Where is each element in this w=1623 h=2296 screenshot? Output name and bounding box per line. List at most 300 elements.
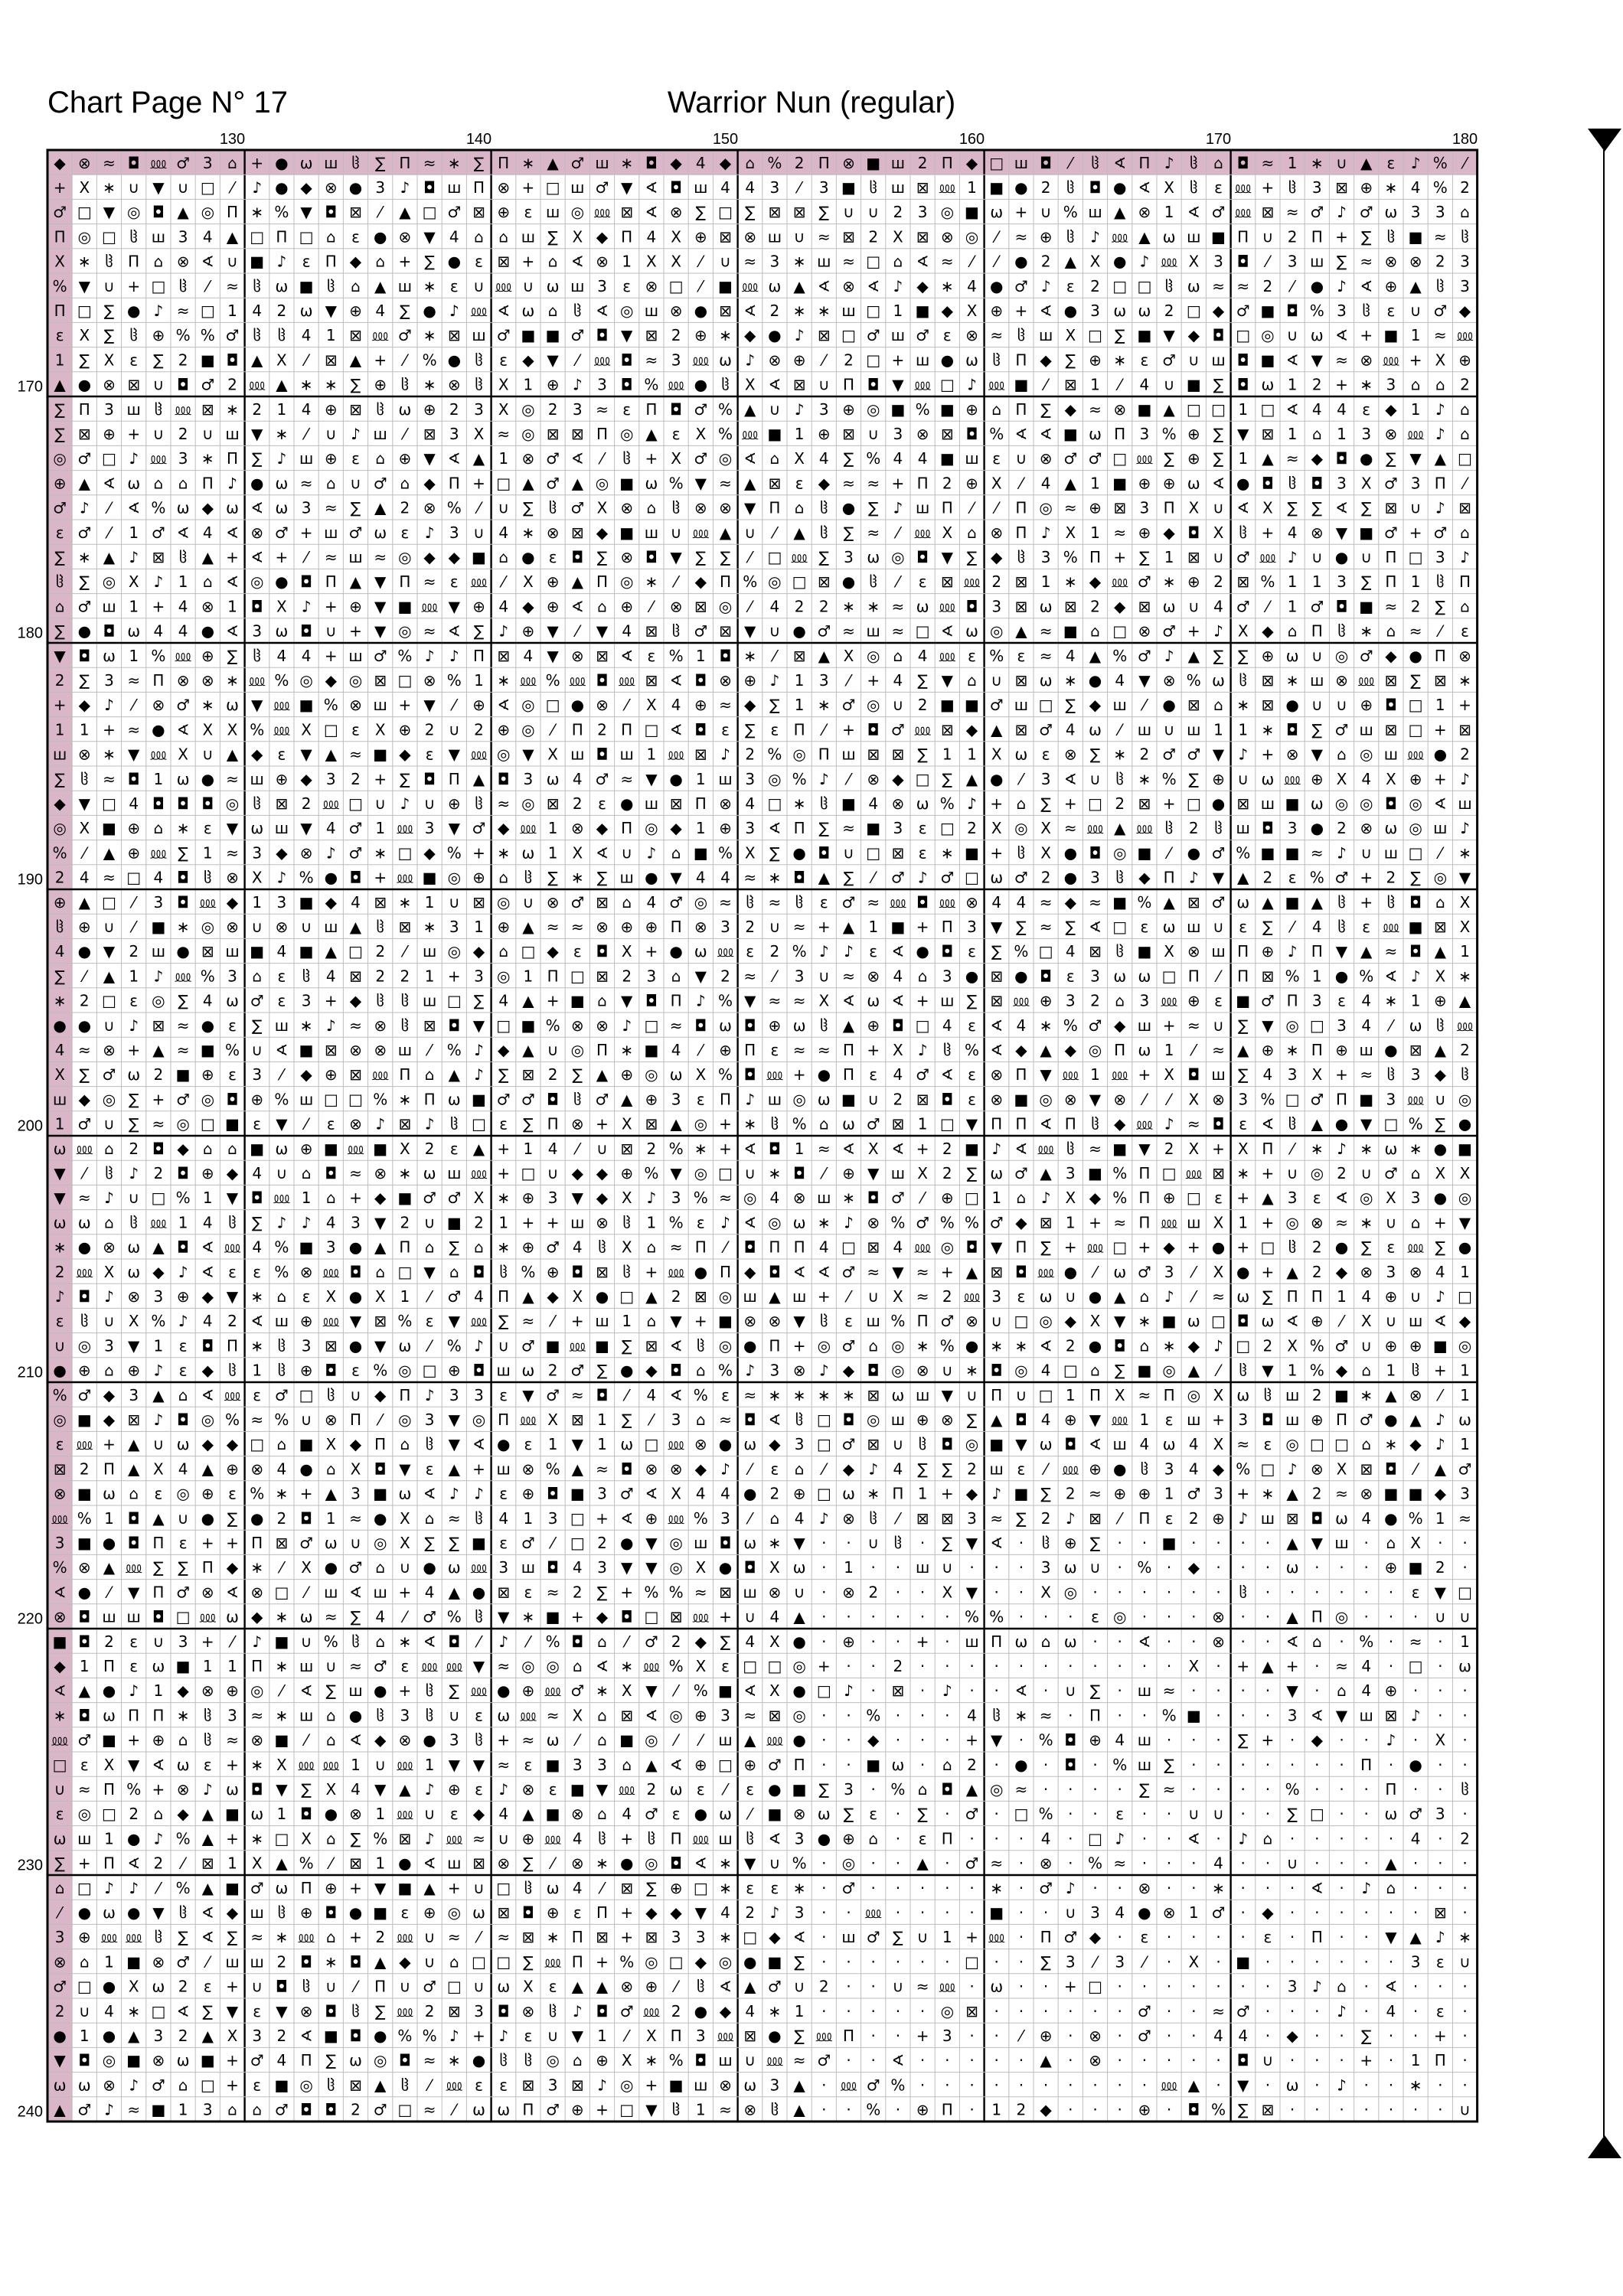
chart-symbol: 3 <box>202 153 213 172</box>
chart-symbol: Π <box>596 425 609 444</box>
chart-symbol: 3 <box>893 425 903 444</box>
chart-symbol: ∑ <box>1040 794 1051 814</box>
chart-symbol: · <box>1265 1558 1271 1577</box>
chart-symbol: ≈ <box>497 425 511 444</box>
chart-symbol: ∪ <box>374 1755 387 1774</box>
chart-symbol: ● <box>619 1361 634 1380</box>
chart-symbol: ⊠ <box>792 375 806 394</box>
chart-symbol: ⅏ <box>150 745 167 764</box>
chart-symbol: 2 <box>1311 1484 1322 1503</box>
chart-symbol: 4 <box>695 1484 706 1503</box>
chart-symbol: ♂ <box>1063 449 1078 468</box>
chart-symbol: ■ <box>1260 302 1275 321</box>
chart-symbol: % <box>717 1065 733 1084</box>
chart-symbol: ◘ <box>596 2001 609 2020</box>
chart-symbol: 4 <box>1115 1730 1125 1750</box>
chart-symbol: □ <box>348 1090 363 1109</box>
chart-symbol: 2 <box>178 351 188 370</box>
chart-symbol: ∑ <box>350 1607 361 1626</box>
chart-symbol: ◆ <box>1163 523 1175 542</box>
chart-symbol: ● <box>1409 646 1422 665</box>
chart-symbol: ▲ <box>472 1139 485 1158</box>
chart-symbol: % <box>964 1213 980 1232</box>
chart-symbol: 4 <box>1065 942 1076 961</box>
chart-symbol: · <box>1388 2100 1394 2119</box>
chart-symbol: ∑ <box>1410 868 1421 887</box>
chart-symbol: 2 <box>1090 276 1100 295</box>
chart-symbol: · <box>994 1829 999 1848</box>
chart-symbol: ჱ <box>105 1164 113 1183</box>
chart-symbol: ⊗ <box>1039 449 1053 468</box>
chart-symbol: ■ <box>1236 991 1251 1010</box>
chart-symbol: Π <box>226 449 239 468</box>
chart-symbol: ⁄ <box>1291 918 1294 937</box>
chart-symbol: Π <box>1089 1385 1102 1404</box>
chart-symbol: ♂ <box>250 991 264 1010</box>
chart-symbol: ⅏ <box>692 1829 709 1848</box>
chart-symbol: ● <box>1334 1238 1349 1257</box>
chart-symbol: Χ <box>893 227 903 246</box>
chart-symbol: ≈ <box>349 1016 362 1035</box>
chart-symbol: ∪ <box>350 1385 361 1404</box>
chart-symbol: 1 <box>178 1213 188 1232</box>
chart-symbol: ⊠ <box>1261 203 1275 222</box>
chart-symbol: · <box>1289 1928 1295 1947</box>
chart-symbol: + <box>1360 868 1373 887</box>
chart-symbol: ∑ <box>424 252 435 271</box>
chart-symbol: ■ <box>373 745 388 764</box>
chart-symbol: ∪ <box>325 621 337 641</box>
chart-symbol: ш <box>1211 942 1226 961</box>
chart-symbol: ⌂ <box>1337 1977 1347 1996</box>
chart-symbol: ♪ <box>474 1065 484 1084</box>
chart-symbol: ⊕ <box>127 843 141 863</box>
chart-symbol: 2 <box>1065 1336 1076 1355</box>
chart-symbol: ∑ <box>424 1534 435 1553</box>
chart-symbol: 3 <box>474 2001 484 2020</box>
chart-symbol: ■ <box>1408 918 1423 937</box>
chart-symbol: ♪ <box>424 646 435 665</box>
chart-symbol: ◎ <box>496 967 511 986</box>
chart-symbol: 1 <box>227 1657 237 1676</box>
chart-symbol: 4 <box>572 1238 583 1257</box>
chart-symbol: + <box>1261 1213 1275 1232</box>
chart-symbol: ■ <box>718 1681 733 1701</box>
chart-symbol: ● <box>1285 696 1299 715</box>
chart-symbol: □ <box>1186 400 1201 419</box>
chart-symbol: ⊗ <box>1384 425 1398 444</box>
chart-symbol: 4 <box>498 1805 509 1824</box>
column-label: 140 <box>465 131 492 148</box>
chart-symbol: □ <box>619 1287 635 1306</box>
chart-symbol: ● <box>1063 1262 1078 1281</box>
chart-symbol: ⊗ <box>669 597 683 616</box>
chart-symbol: ◘ <box>127 769 140 788</box>
chart-symbol: 3 <box>474 400 484 419</box>
chart-symbol: ш <box>1383 843 1399 863</box>
chart-symbol: ⊠ <box>152 548 165 567</box>
chart-symbol: ε <box>449 1139 459 1158</box>
chart-symbol: ш <box>718 769 733 788</box>
chart-symbol: ⊗ <box>349 1805 362 1824</box>
chart-symbol: Χ <box>621 1189 632 1208</box>
chart-symbol: ▲ <box>226 745 239 764</box>
chart-symbol: ◎ <box>53 819 67 838</box>
chart-symbol: ჱ <box>1436 276 1445 295</box>
chart-symbol: · <box>1141 1706 1148 1725</box>
chart-symbol: ◘ <box>916 548 929 567</box>
chart-symbol: ≈ <box>1261 153 1275 172</box>
chart-symbol: ∢ <box>1089 918 1102 937</box>
chart-symbol: % <box>717 843 733 863</box>
chart-symbol: · <box>994 1657 999 1676</box>
chart-symbol: ■ <box>1088 1164 1102 1183</box>
chart-symbol: 3 <box>1238 1090 1249 1109</box>
chart-symbol: Χ <box>1336 1459 1347 1479</box>
chart-symbol: ε <box>1411 1583 1420 1602</box>
chart-symbol: ε <box>770 1459 779 1479</box>
chart-symbol: · <box>1117 1657 1122 1676</box>
chart-symbol: · <box>1043 1977 1049 1996</box>
chart-symbol: 4 <box>1361 1657 1372 1676</box>
chart-symbol: ▲ <box>769 1287 781 1306</box>
chart-symbol: ⊠ <box>521 1065 535 1084</box>
chart-symbol: · <box>969 1878 975 1897</box>
chart-symbol: ♂ <box>77 523 92 542</box>
chart-symbol: % <box>1137 1558 1152 1577</box>
chart-symbol: ▲ <box>103 843 116 863</box>
chart-symbol: ▼ <box>522 745 534 764</box>
chart-symbol: + <box>1063 1238 1077 1257</box>
chart-symbol: ⊠ <box>53 1459 67 1479</box>
chart-symbol: · <box>1462 1730 1468 1750</box>
chart-symbol: ∗ <box>719 326 732 345</box>
chart-symbol: ჱ <box>277 1361 286 1380</box>
chart-symbol: 1 <box>695 646 706 665</box>
chart-symbol: ▲ <box>965 1262 978 1281</box>
chart-symbol: ⁄ <box>83 843 86 863</box>
chart-symbol: 2 <box>967 1755 977 1774</box>
chart-symbol: 3 <box>1040 1558 1051 1577</box>
chart-symbol: · <box>1412 1607 1419 1626</box>
chart-symbol: ჱ <box>499 2051 508 2070</box>
chart-symbol: · <box>870 2051 876 2070</box>
chart-symbol: ● <box>275 178 289 197</box>
chart-symbol: ⊕ <box>472 868 485 887</box>
chart-symbol: ∗ <box>1458 1928 1471 1947</box>
chart-symbol: % <box>1063 203 1078 222</box>
chart-symbol: ⊠ <box>891 843 905 863</box>
chart-symbol: ⊕ <box>521 1189 535 1208</box>
chart-symbol: ⁄ <box>773 523 776 542</box>
chart-symbol: ⊠ <box>472 1854 485 1873</box>
chart-symbol: ∢ <box>226 621 239 641</box>
chart-symbol: ◎ <box>77 1805 92 1824</box>
chart-symbol: · <box>1018 2051 1024 2070</box>
chart-symbol: ▲ <box>1163 400 1175 419</box>
chart-symbol: ш <box>694 178 708 197</box>
chart-symbol: · <box>1265 1977 1271 1996</box>
chart-symbol: + <box>891 351 905 370</box>
chart-symbol: ◘ <box>423 769 436 788</box>
chart-symbol: ∢ <box>891 942 905 961</box>
chart-symbol: ⊗ <box>792 1189 806 1208</box>
chart-symbol: 4 <box>498 523 509 542</box>
chart-symbol: ▼ <box>103 942 116 961</box>
chart-symbol: ⁄ <box>354 1977 358 1996</box>
chart-symbol: ჱ <box>1115 942 1124 961</box>
chart-symbol: ε <box>253 1262 262 1281</box>
chart-symbol: ● <box>1310 276 1324 295</box>
chart-symbol: Π <box>226 203 239 222</box>
chart-symbol: ⅏ <box>643 2001 660 2020</box>
chart-symbol: 1 <box>104 1952 114 1971</box>
chart-symbol: ● <box>1433 1139 1448 1158</box>
chart-symbol: · <box>1339 1730 1344 1750</box>
chart-symbol: ▼ <box>54 646 66 665</box>
chart-symbol: ჱ <box>1190 153 1198 172</box>
chart-symbol: ▼ <box>448 1435 460 1454</box>
chart-symbol: · <box>1117 1681 1122 1701</box>
chart-symbol: 1 <box>1410 991 1421 1010</box>
chart-symbol: 4 <box>252 1164 263 1183</box>
chart-symbol: 1 <box>227 1854 237 1873</box>
chart-symbol: ∗ <box>250 1755 264 1774</box>
chart-symbol: ∗ <box>817 1385 831 1404</box>
chart-symbol: ⌂ <box>1435 375 1445 394</box>
chart-symbol: ▼ <box>670 1164 682 1183</box>
chart-symbol: 2 <box>942 1287 952 1306</box>
chart-symbol: 2 <box>79 1459 90 1479</box>
chart-symbol: ◎ <box>348 671 363 690</box>
chart-symbol: ⅏ <box>988 1928 1005 1947</box>
chart-symbol: % <box>866 1706 881 1725</box>
chart-symbol: · <box>1092 1657 1098 1676</box>
chart-symbol: ♂ <box>965 1854 979 1873</box>
chart-symbol: 3 <box>1361 425 1372 444</box>
chart-symbol: + <box>719 1114 732 1133</box>
chart-symbol: 2 <box>375 1928 386 1947</box>
chart-symbol: ◘ <box>152 1607 165 1626</box>
chart-symbol: ⅏ <box>1161 1213 1177 1232</box>
chart-symbol: ♪ <box>276 1213 287 1232</box>
chart-symbol: ∗ <box>768 1385 782 1404</box>
chart-symbol: ▲ <box>276 375 288 394</box>
chart-symbol: ∢ <box>250 1312 264 1331</box>
chart-symbol: · <box>1018 1657 1024 1676</box>
chart-symbol: ≈ <box>1212 2001 1225 2020</box>
chart-symbol: ∪ <box>1360 1164 1373 1183</box>
chart-symbol: 4 <box>622 1805 632 1824</box>
chart-symbol: · <box>846 1730 851 1750</box>
chart-symbol: ⌂ <box>325 1189 336 1208</box>
chart-symbol: 3 <box>1287 1977 1298 1996</box>
chart-symbol: ш <box>1187 720 1201 739</box>
chart-symbol: · <box>1092 1780 1098 1799</box>
chart-symbol: ∪ <box>1409 498 1422 517</box>
chart-symbol: ● <box>77 621 92 641</box>
chart-symbol: ⊕ <box>250 1090 264 1109</box>
chart-symbol: ш <box>570 1213 585 1232</box>
chart-symbol: ∪ <box>769 918 781 937</box>
chart-symbol: ▼ <box>54 1189 66 1208</box>
chart-symbol: ⁄ <box>625 696 629 715</box>
chart-symbol: · <box>945 1607 950 1626</box>
chart-symbol: ∑ <box>794 1952 805 1971</box>
chart-symbol: ⁄ <box>896 572 900 592</box>
chart-symbol: ∪ <box>251 1977 263 1996</box>
chart-symbol: ∑ <box>498 1312 509 1331</box>
chart-symbol: ♂ <box>866 1114 880 1133</box>
chart-symbol: ≈ <box>990 1854 1004 1873</box>
chart-symbol: ⅏ <box>76 1139 93 1158</box>
chart-symbol: 2 <box>1040 178 1051 197</box>
chart-symbol: ♪ <box>153 967 164 986</box>
chart-symbol: ≈ <box>226 769 239 788</box>
chart-symbol: 3 <box>252 1065 263 1084</box>
chart-symbol: ε <box>277 967 286 986</box>
chart-symbol: ჱ <box>277 1336 286 1355</box>
chart-symbol: ◆ <box>103 1385 116 1404</box>
chart-symbol: ⌂ <box>794 1459 805 1479</box>
chart-symbol: Χ <box>1386 1189 1396 1208</box>
chart-symbol: Χ <box>794 449 805 468</box>
chart-symbol: ⅏ <box>520 1411 537 1430</box>
chart-symbol: · <box>1117 1928 1122 1947</box>
chart-symbol: ▲ <box>1434 1041 1446 1060</box>
chart-symbol: ε <box>400 1903 410 1923</box>
chart-symbol: ⅏ <box>150 449 167 468</box>
chart-symbol: □ <box>397 2100 413 2119</box>
chart-symbol: Χ <box>646 696 657 715</box>
chart-symbol: ▼ <box>1262 1361 1274 1380</box>
chart-symbol: ∢ <box>201 1903 214 1923</box>
chart-symbol: ⁄ <box>403 351 407 370</box>
chart-symbol: Π <box>1311 1607 1323 1626</box>
chart-symbol: ⁄ <box>403 942 407 961</box>
chart-symbol: ◎ <box>398 1361 412 1380</box>
chart-symbol: ε <box>721 1657 730 1676</box>
chart-symbol: ▼ <box>744 1854 756 1873</box>
chart-symbol: ● <box>694 302 708 321</box>
chart-symbol: ∪ <box>966 1385 978 1404</box>
chart-symbol: ∪ <box>423 1952 436 1971</box>
chart-symbol: 1 <box>375 1854 386 1873</box>
chart-symbol: 2 <box>153 1164 164 1183</box>
chart-symbol: ⊕ <box>349 597 362 616</box>
chart-symbol: ш <box>324 153 338 172</box>
chart-symbol: · <box>1166 1805 1172 1824</box>
chart-symbol: ⊠ <box>1433 918 1447 937</box>
chart-symbol: ♪ <box>449 302 459 321</box>
chart-symbol: ⅏ <box>397 819 413 838</box>
chart-symbol: ◆ <box>1212 302 1225 321</box>
chart-symbol: ◎ <box>718 1287 733 1306</box>
chart-symbol: ▼ <box>1015 1435 1027 1454</box>
chart-symbol: ≈ <box>77 1041 91 1060</box>
chart-symbol: 1 <box>695 819 706 838</box>
chart-symbol: ∢ <box>299 1681 313 1701</box>
chart-symbol: Π <box>1015 498 1027 517</box>
chart-symbol: ε <box>1017 1287 1026 1306</box>
chart-symbol: ■ <box>866 153 881 172</box>
chart-symbol: ◎ <box>1039 1312 1053 1331</box>
chart-symbol: 3 <box>1139 498 1150 517</box>
chart-symbol: ш <box>1112 696 1127 715</box>
chart-symbol: ⁄ <box>1192 1287 1195 1306</box>
chart-symbol: ш <box>447 1854 462 1873</box>
chart-symbol: ჱ <box>376 918 384 937</box>
chart-symbol: ჱ <box>253 326 261 345</box>
chart-symbol: ε <box>819 892 828 912</box>
chart-symbol: ∑ <box>1065 918 1076 937</box>
chart-symbol: Χ <box>1237 621 1249 641</box>
chart-symbol: ≈ <box>1089 892 1102 912</box>
chart-symbol: ⊗ <box>299 2001 313 2020</box>
chart-symbol: + <box>596 1952 609 1971</box>
chart-symbol: Π <box>596 1041 609 1060</box>
chart-symbol: ш <box>841 1928 856 1947</box>
chart-symbol: ▲ <box>1286 1607 1298 1626</box>
chart-symbol: ⊠ <box>916 227 929 246</box>
chart-symbol: ჱ <box>1461 227 1469 246</box>
chart-symbol: ∗ <box>423 326 436 345</box>
chart-symbol: ⌂ <box>1337 745 1347 764</box>
chart-symbol: ⅏ <box>471 745 487 764</box>
chart-symbol: ◎ <box>1359 1189 1373 1208</box>
chart-symbol: % <box>52 276 67 295</box>
chart-symbol: ⅏ <box>76 1262 93 1281</box>
chart-symbol: · <box>895 1558 901 1577</box>
chart-symbol: □ <box>743 1657 758 1676</box>
chart-symbol: ◘ <box>349 1262 362 1281</box>
chart-symbol: 4 <box>745 794 756 814</box>
chart-symbol: Π <box>276 227 288 246</box>
chart-symbol: ≈ <box>1187 1114 1200 1133</box>
chart-symbol: ⁄ <box>847 1287 851 1306</box>
chart-symbol: ♂ <box>570 1361 585 1380</box>
chart-symbol: ∑ <box>1360 2027 1372 2046</box>
chart-symbol: 2 <box>844 351 854 370</box>
chart-symbol: ▲ <box>349 918 362 937</box>
chart-symbol: 3 <box>671 1189 681 1208</box>
chart-symbol: □ <box>1260 400 1275 419</box>
chart-symbol: 3 <box>844 548 854 567</box>
chart-symbol: + <box>940 1262 954 1281</box>
chart-symbol: ≈ <box>226 1730 239 1750</box>
chart-symbol: ш <box>496 1361 511 1380</box>
chart-symbol: 2 <box>868 227 879 246</box>
chart-symbol: ⊗ <box>719 794 732 814</box>
chart-symbol: ▲ <box>1434 1459 1446 1479</box>
chart-symbol: ◘ <box>1286 302 1299 321</box>
chart-symbol: ⁄ <box>477 498 481 517</box>
chart-symbol: + <box>1162 794 1176 814</box>
chart-symbol: ♂ <box>1137 1262 1151 1281</box>
chart-symbol: · <box>870 1607 876 1626</box>
chart-symbol: ▼ <box>694 967 707 986</box>
chart-symbol: ш <box>1137 1016 1152 1035</box>
chart-symbol: Π <box>1064 1114 1076 1133</box>
chart-symbol: ε <box>1214 991 1223 1010</box>
column-label: 150 <box>712 131 739 148</box>
chart-symbol: ⌂ <box>325 227 336 246</box>
chart-symbol: ε <box>203 819 212 838</box>
chart-symbol: ∢ <box>792 1262 806 1281</box>
chart-symbol: ჱ <box>55 572 64 592</box>
chart-symbol: ▲ <box>374 1952 387 1971</box>
chart-symbol: ш <box>767 1090 782 1109</box>
